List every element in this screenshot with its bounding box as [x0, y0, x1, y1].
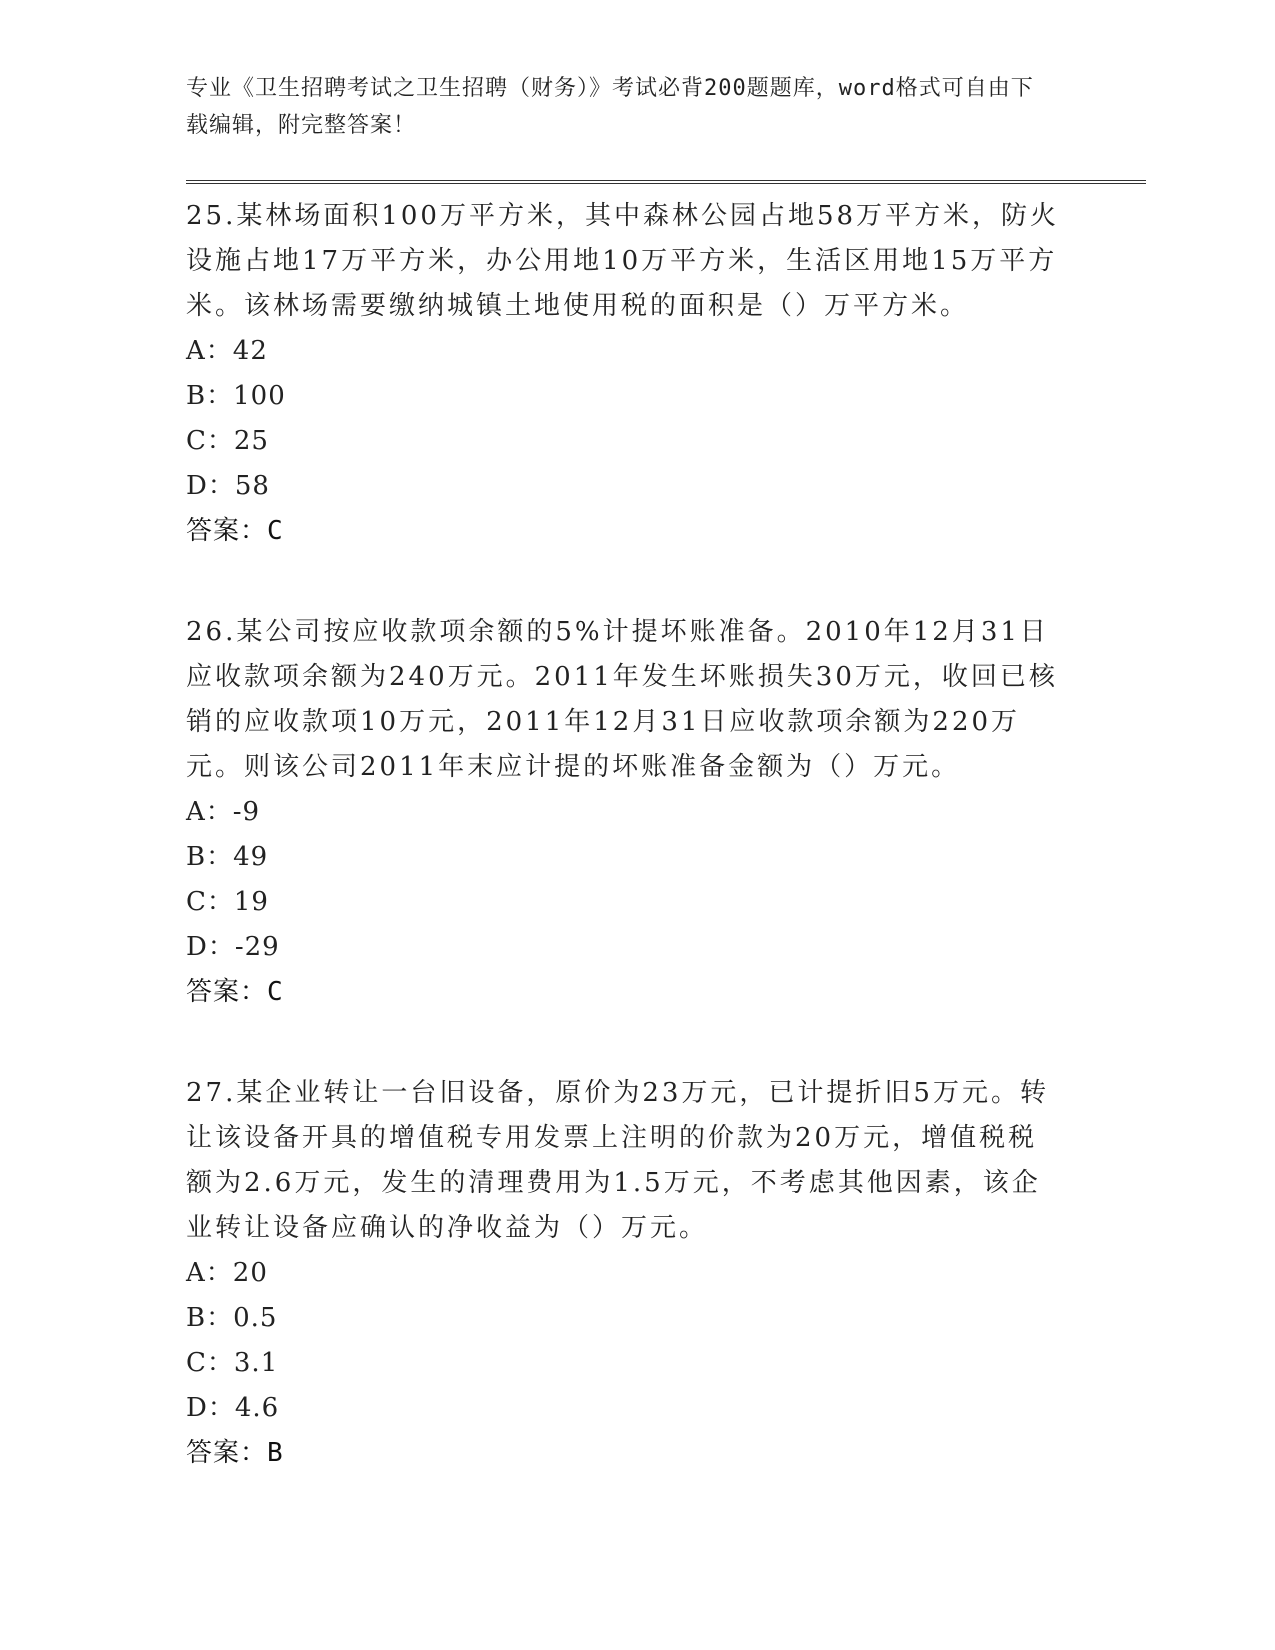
header-divider — [186, 180, 1146, 184]
document-page — [186, 70, 1146, 1476]
option-b: B：0.5 — [186, 1303, 278, 1333]
option-c: C：3.1 — [186, 1348, 279, 1378]
question-text: 25.某林场面积100万平方米，其中森林公园占地58万平方米，防火设施占地17万平方米，办公用地10万平方米，生活区用地15万平方米。该林场需要缴纳城镇土地使用税的面积是（）万平方米。 — [186, 201, 1060, 321]
answer-line: 答案：C — [186, 977, 284, 1007]
option-b: B：100 — [186, 381, 286, 411]
option-d: D：-29 — [186, 932, 280, 962]
option-a: A：-9 — [186, 797, 261, 827]
question-26 — [186, 610, 1146, 1015]
option-b: B：49 — [186, 842, 269, 872]
answer-line: 答案：B — [186, 1438, 284, 1468]
question-text: 27.某企业转让一台旧设备，原价为23万元，已计提折旧5万元。转让该设备开具的增值税专用发票上注明的价款为20万元，增值税税额为2.6万元，发生的清理费用为1.5万元，不考虑其他因素，该企业转让设备应确认的净收益为（）万元。 — [186, 1078, 1049, 1243]
document-header: 专业《卫生招聘考试之卫生招聘（财务）》考试必背200题题库，word格式可自由下载编辑，附完整答案！ — [186, 76, 1034, 138]
option-a: A：20 — [186, 1258, 268, 1288]
answer-line: 答案：C — [186, 516, 284, 546]
option-a: A：42 — [186, 336, 268, 366]
question-27 — [186, 1071, 1146, 1476]
question-text: 26.某公司按应收款项余额的5%计提坏账准备。2010年12月31日应收款项余额为240万元。2011年发生坏账损失30万元，收回已核销的应收款项10万元，2011年12月31日应收款项余额为220万元。则该公司2011年末应计提的坏账准备金额为（）万元。 — [186, 617, 1058, 782]
option-d: D：58 — [186, 471, 270, 501]
option-c: C：25 — [186, 426, 269, 456]
option-c: C：19 — [186, 887, 269, 917]
option-d: D：4.6 — [186, 1393, 280, 1423]
question-25 — [186, 194, 1146, 554]
